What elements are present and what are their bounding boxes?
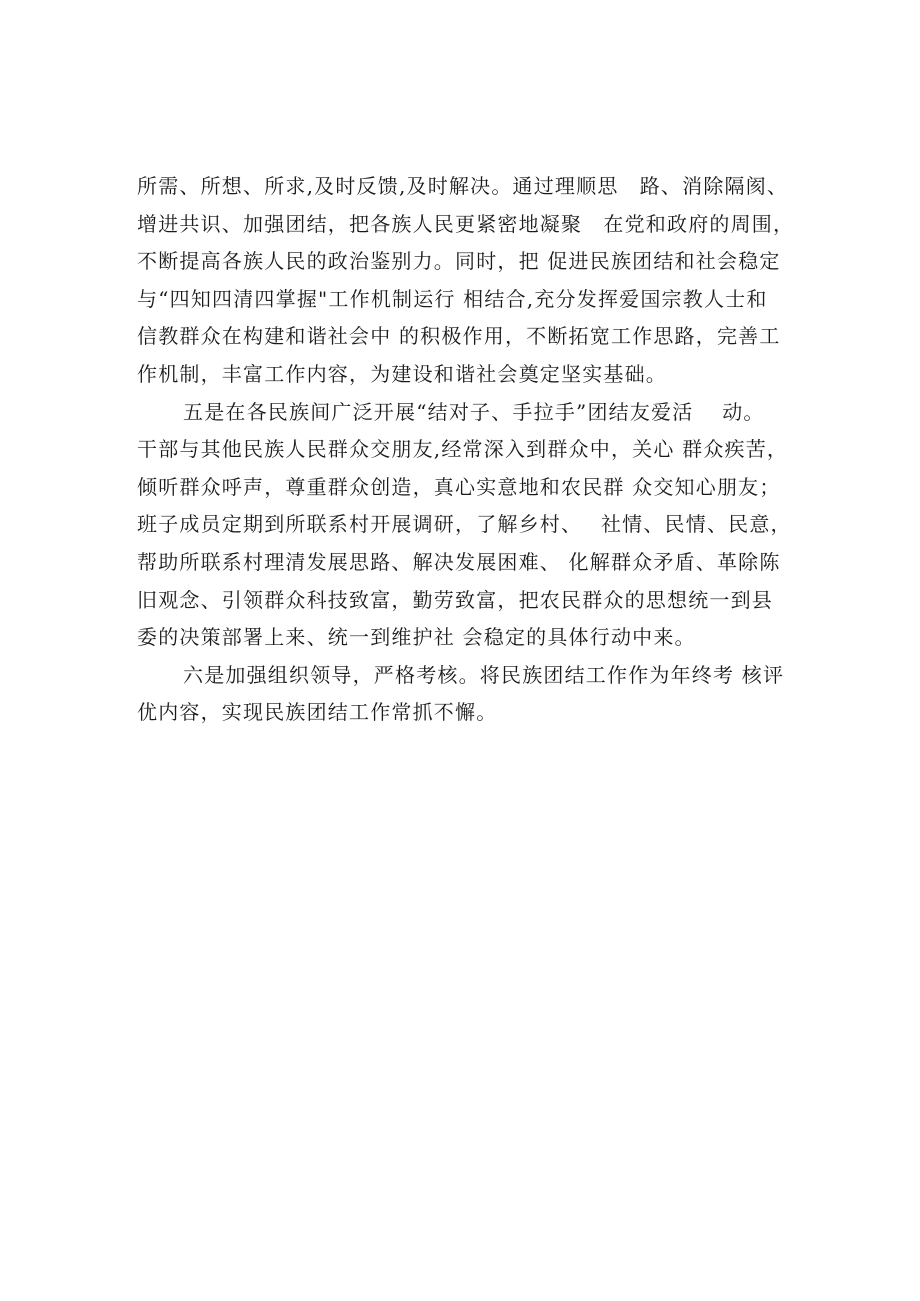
paragraph-2 <box>137 394 797 657</box>
text-line: 班子成员定期到所联系村开展调研，了解乡村、 社情、民情、民意， <box>137 512 792 537</box>
paragraph-3 <box>137 657 797 732</box>
document-body <box>137 168 797 732</box>
text-line: 帮助所联系村理清发展思路、解决发展困难、 化解群众矛盾、革除陈 <box>137 549 781 574</box>
text-line: 增进共识、加强团结，把各族人民更紧密地凝聚 在党和政府的周围， <box>137 211 795 236</box>
text-line: 六是加强组织领导，严格考核。将民族团结工作作为年终考 核评 <box>183 662 785 687</box>
text-line: 所需、所想、所求,及时反馈,及时解决。通过理顺思 路、消除隔阂、 <box>137 174 789 198</box>
text-line: 干部与其他民族人民群众交朋友,经常深入到群众中，关心 群众疾苦， <box>137 437 789 462</box>
text-line: 旧观念、引领群众科技致富，勤劳致富，把农民群众的思想统一到县 <box>137 587 773 612</box>
text-line: 与“四知四清四掌握"工作机制运行 相结合,充分发挥爱国宗教人士和 <box>137 286 768 311</box>
text-line: 不断提高各族人民的政治鉴别力。同时，把 促进民族团结和社会稳定 <box>137 249 781 274</box>
text-line: 作机制，丰富工作内容，为建设和谐社会奠定坚实基础。 <box>137 361 667 386</box>
text-line: 信教群众在构建和谐社会中 的积极作用，不断拓宽工作思路，完善工 <box>137 324 781 349</box>
text-line: 五是在各民族间广泛开展“结对子、手拉手”团结友爱活 动。 <box>183 399 765 424</box>
paragraph-1 <box>137 168 797 394</box>
text-line: 优内容，实现民族团结工作常抓不懈。 <box>137 700 498 725</box>
text-line: 倾听群众呼声，尊重群众创造，真心实意地和农民群 众交知心朋友； <box>137 474 781 499</box>
text-line: 委的决策部署上来、统一到维护社 会稳定的具体行动中来。 <box>137 625 696 650</box>
